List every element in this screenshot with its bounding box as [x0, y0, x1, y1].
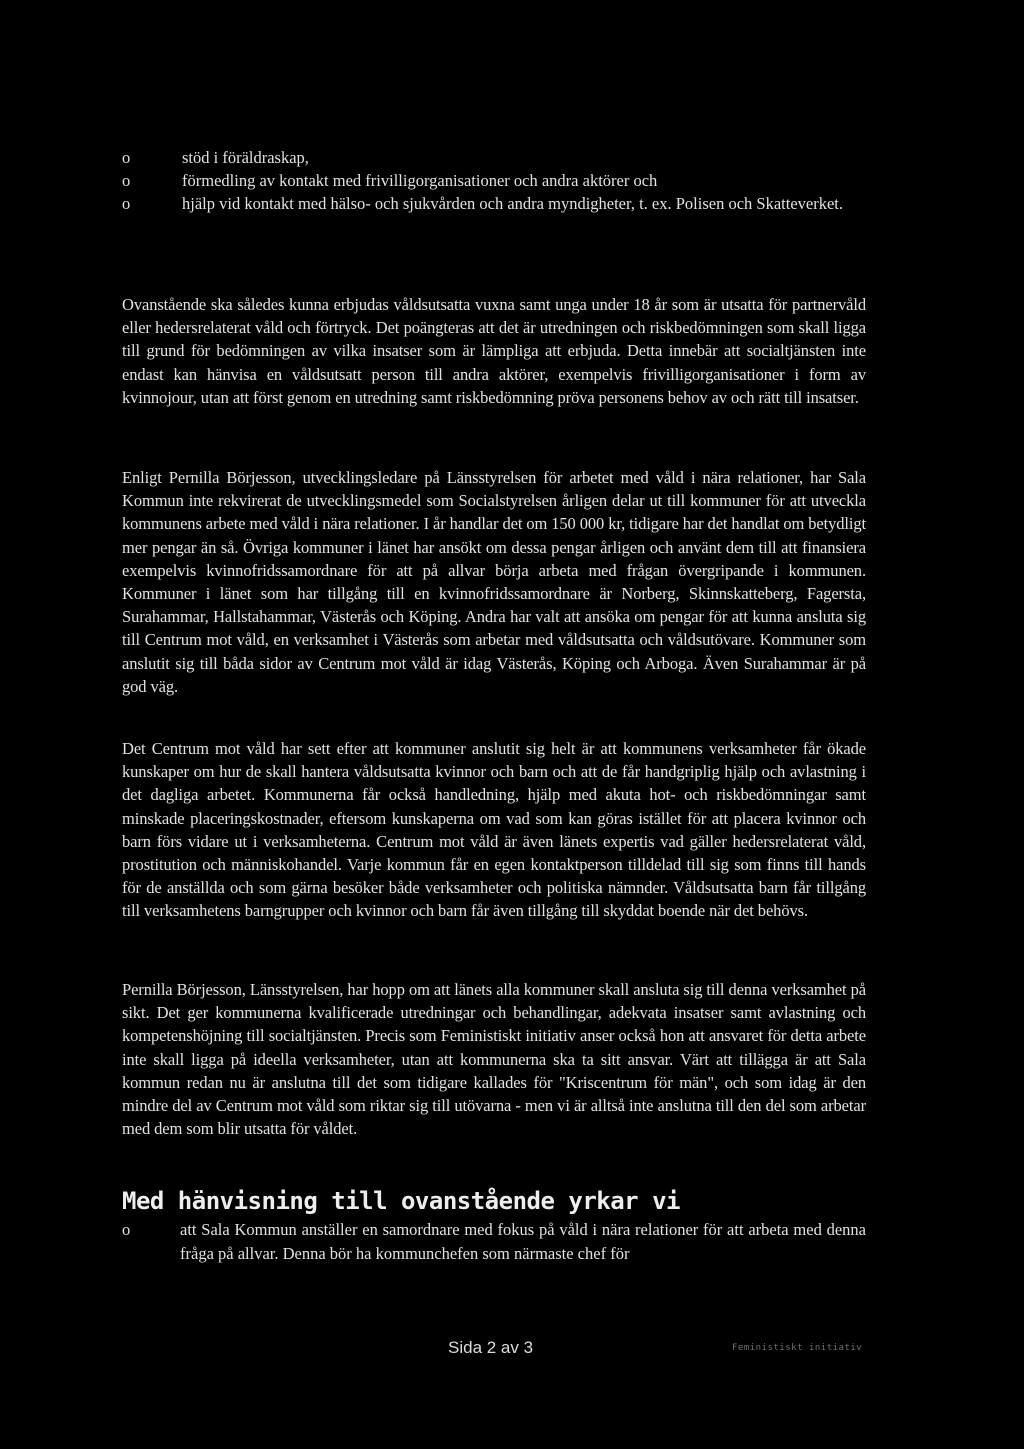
paragraph-lansstyrelsen-hope: Pernilla Börjesson, Länsstyrelsen, har hopp om att länets alla kommuner skall ansluta sig till denna verksamhet på sikt. Det ger kommunerna kvalificerade utredningar och behandlingar, adekvata insatser samt avlastning och kompetenshöjning till socialtjänsten. Precis som Feministiskt initiativ anser också hon att ansvaret för detta arbete inte skall ligga på ideella verksamheter, utan att kommunerna ska ta sitt ansvar. Värt att tillägga är att Sala kommun redan nu är anslutna till det som tidigare kallades för "Kriscentrum för män", och som idag är den mindre del av Centrum mot våld som riktar sig till utövarna - men vi är alltså inte anslutna till den del som arbetar med dem som blir utsatta för våldet. [122, 980, 866, 1139]
top-bullet-list [122, 146, 866, 215]
paragraph-services-offered: Ovanstående ska således kunna erbjudas våldsutsatta vuxna samt unga under 18 år som är utsatta för partnervåld eller hedersrelaterat våld och förtryck. Det poängteras att det är utredningen och riskbedömningen som skall ligga till grund för bedömningen av vilka insatser som är lämpliga att erbjuda. Detta innebär att socialtjänsten inte endast kan hänvisa en våldsutsatt person till andra aktörer, exempelvis frivilligorganisationer i form av kvinnojour, utan att först genom en utredning samt riskbedömning pröva personens behov av och rätt till insatser. [122, 295, 866, 407]
list-item [122, 146, 866, 169]
bullet-marker: o [122, 171, 131, 190]
paragraph-development-funds: Enligt Pernilla Börjesson, utvecklingsledare på Länsstyrelsen för arbetet med våld i nära relationer, har Sala Kommun inte rekvirerat de utvecklingsmedel som Socialstyrelsen årligen delar ut till kommuner för att utveckla kommunens arbete med våld i nära relationer. I år handlar det om 150 000 kr, tidigare har det handlat om betydligt mer pengar än så. Övriga kommuner i länet har ansökt om dessa pengar årligen och använt dem till att finansiera exempelvis kvinnofridssamordnare för att på allvar börja arbeta med frågan övergripande i kommunen. Kommuner i länet som har tillgång till en kvinnofridssamordnare är Norberg, Skinnskatteberg, Fagersta, Surahammar, Hallstahammar, Västerås och Köping. Andra har valt att ansöka om pengar för att kunna ansluta sig till Centrum mot våld, en verksamhet i Västerås som arbetar med våldsutsatta och våldsutövare. Kommuner som anslutit sig till båda sidor av Centrum mot våld är idag Västerås, Köping och Arboga. Även Surahammar är på god väg. [122, 468, 866, 696]
bullet-marker: o [122, 1220, 131, 1239]
page-number: Sida 2 av 3 [448, 1338, 534, 1357]
bullet-marker: o [122, 148, 131, 167]
list-item-text: hjälp vid kontakt med hälso- och sjukvården och andra myndigheter, t. ex. Polisen och Skatteverket. [182, 194, 844, 213]
list-item [122, 1218, 866, 1265]
list-item [122, 169, 866, 192]
demands-bullet-list [122, 1218, 866, 1265]
section-heading: Med hänvisning till ovanstående yrkar vi [122, 1187, 680, 1215]
list-item [122, 192, 866, 215]
bullet-marker: o [122, 194, 131, 213]
list-item-text: förmedling av kontakt med frivilligorganisationer och andra aktörer och [182, 171, 658, 190]
list-item-text: att Sala Kommun anställer en samordnare med fokus på våld i nära relationer för att arbeta med denna fråga på allvar. Denna bör ha kommunchefen som närmaste chef för [180, 1220, 866, 1263]
paragraph-centrum-mot-vald: Det Centrum mot våld har sett efter att kommuner anslutit sig helt är att kommunens verksamheter får ökade kunskaper om hur de skall hantera våldsutsatta kvinnor och barn och att de får handgriplig hjälp och avlastning i det dagliga arbetet. Kommunerna får också handledning, hjälp med akuta hot- och riskbedömningar samt minskade placeringskostnader, eftersom kunskaperna om vad som kan göras istället för att placera kvinnor och barn förs vidare ut i verksamheterna. Centrum mot våld är även länets expertis vad gäller hedersrelaterat våld, prostitution och människohandel. Varje kommun får en egen kontaktperson tilldelad till sig som finns till hands för de anställda och som gärna besöker både verksamheter och politiska nämnder. Våldsutsatta barn får tillgång till verksamhetens barngrupper och kvinnor och barn får även tillgång till skyddat boende när det behövs. [122, 739, 866, 921]
party-stamp: Feministiskt initiativ [732, 1343, 863, 1353]
list-item-text: stöd i föräldraskap, [182, 148, 309, 167]
